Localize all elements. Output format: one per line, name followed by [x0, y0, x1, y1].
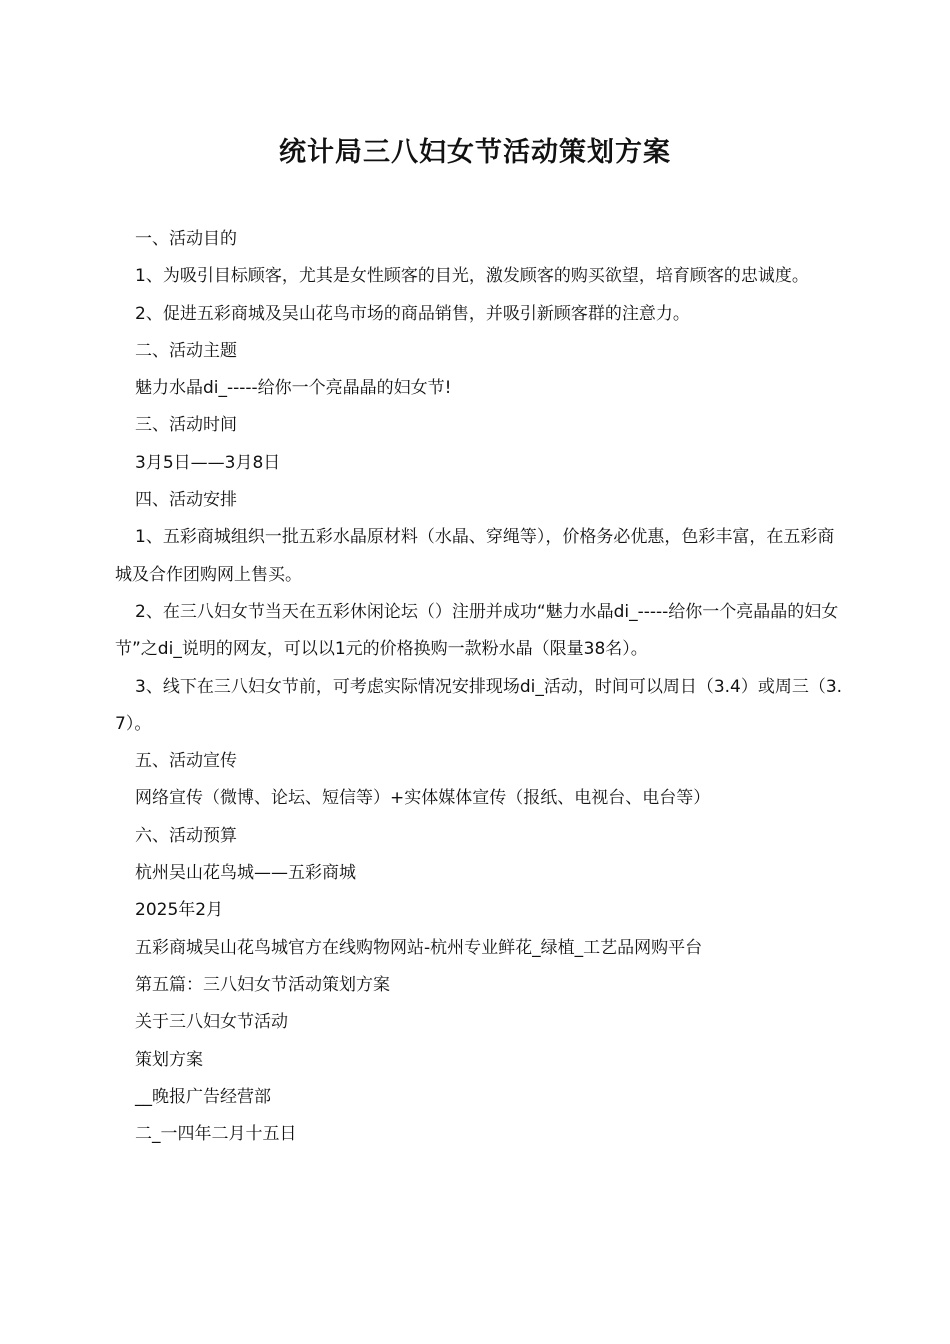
document-body [115, 221, 850, 1153]
section-heading-theme: 二、活动主题 [135, 340, 237, 361]
chapter-title: 第五篇：三八妇女节活动策划方案 [135, 974, 390, 995]
department-text: __晚报广告经营部 [135, 1086, 271, 1107]
arrangement-item-3: 3、线下在三八妇女节前，可考虑实际情况安排现场di_活动，时间可以周日（3.4）或周三（3.7）。 [115, 676, 843, 734]
subtitle-line-2: 策划方案 [135, 1049, 203, 1070]
purpose-item-2: 2、促进五彩商城及吴山花鸟市场的商品销售，并吸引新顾客群的注意力。 [135, 303, 690, 324]
subtitle-line-1: 关于三八妇女节活动 [135, 1012, 288, 1033]
arrangement-item-1: 1、五彩商城组织一批五彩水晶原材料（水晶、穿绳等），价格务必优惠，色彩丰富，在五彩商城及合作团购网上售买。 [115, 527, 835, 585]
date-text: 2025年2月 [135, 900, 224, 921]
theme-text: 魅力水晶di_-----给你一个亮晶晶的妇女节! [135, 378, 452, 399]
purpose-item-1: 1、为吸引目标顾客，尤其是女性顾客的目光，激发顾客的购买欲望，培育顾客的忠诚度。 [135, 266, 809, 287]
time-text: 3月5日——3月8日 [135, 452, 281, 473]
website-text: 五彩商城吴山花鸟城官方在线购物网站-杭州专业鲜花_绿植_工艺品网购平台 [135, 937, 703, 958]
arrangement-item-2: 2、在三八妇女节当天在五彩休闲论坛（）注册并成功“魅力水晶di_-----给你一个亮晶晶的妇女节”之di_说明的网友，可以以1元的价格换购一款粉水晶（限量38名）。 [115, 601, 839, 660]
section-heading-time: 三、活动时间 [135, 415, 237, 436]
organizer-text: 杭州吴山花鸟城——五彩商城 [135, 863, 356, 884]
promotion-text: 网络宣传（微博、论坛、短信等）+实体媒体宣传（报纸、电视台、电台等） [135, 788, 711, 809]
section-heading-purpose: 一、活动目的 [135, 229, 237, 249]
section-heading-arrangement: 四、活动安排 [135, 490, 237, 511]
document-title: 统计局三八妇女节活动策划方案 [279, 137, 671, 168]
section-heading-budget: 六、活动预算 [135, 825, 237, 846]
signature-date-text: 二_一四年二月十五日 [135, 1124, 297, 1145]
section-heading-promotion: 五、活动宣传 [135, 751, 237, 772]
